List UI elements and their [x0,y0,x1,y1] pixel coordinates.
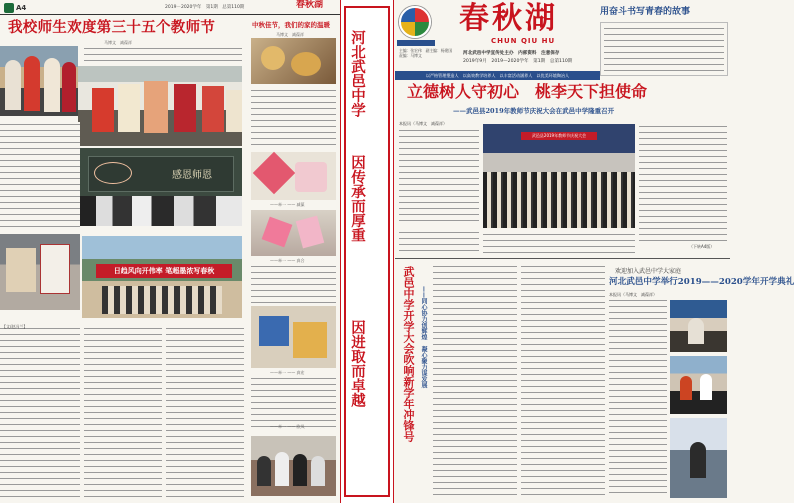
lead-title: 立德树人守初心 桃李天下担使命 [407,82,648,101]
ceremony-photo-2 [670,356,727,414]
mid-byline: 马博文 减葆祥 [276,32,304,37]
banner-text: 日趋风向开伟率 笔超墨浓写春秋 [96,264,232,278]
mooncake-photo [251,38,336,84]
page-no-text: A4 [16,4,27,12]
blackboard-text: 感恩师恩 [172,170,212,181]
logo-caption [397,40,435,46]
third-byline: 本报讯（马博文 减葆祥） [609,292,657,297]
mid-text-2 [251,264,336,304]
page-icon [4,3,14,13]
lead-subtitle: ——武邑县2019年教师节庆祝大会在武邑中学隆重召开 [453,107,615,115]
gifts-photo [251,306,336,368]
issue-line-1: 河北武邑中学宣传处主办 内部资料 注意保存 [463,51,560,56]
left-text-column-1 [0,122,80,232]
main-headline: 我校师生欢度第三十五个教师节 [8,19,216,36]
students-photo [78,66,242,146]
issue-line-2: 2019年9月 2019—2020学年 第1期 总第110期 [463,59,573,64]
ceremony-photo-1 [670,300,727,352]
center-divider [340,0,394,503]
lead-byline: 本报讯（马博文 减葆祥） [399,121,447,126]
left-text-bottom-2 [84,326,162,498]
masthead-pinyin: CHUN QIU HU [491,37,556,45]
flowers-photo [251,210,336,256]
slogan-box [600,22,728,76]
third-title: 河北武邑中学举行2019——2020学年开学典礼 [609,277,794,287]
second-title-box [399,262,429,498]
vertical-title-1: 河北武邑中学 [349,30,366,117]
vertical-title-2: 因传承而厚重 [349,155,366,242]
lead-text-1 [399,128,479,224]
mid-headline: 中秋佳节，我们的家的温暖 [252,21,330,29]
second-title: 武邑中学开学大会吹响新学年冲锋号 [402,266,415,442]
stage-banner: 武邑县2019年教师节庆祝大会 [521,132,597,140]
banner-photo [82,236,242,318]
teachers-photo [0,46,78,116]
mid-text-1 [251,88,336,148]
painting-photo [0,234,80,310]
photo-caption-1: ——牵一 —— 减葆 [270,202,305,207]
assembly-photo [483,124,635,228]
page-number [4,2,44,14]
second-text-2 [521,264,605,498]
mottos-bar: 以严格管理塑造人 以高效教学培养人 以丰富活动涵养人 以优美环境陶冶人 [395,71,600,80]
school-logo [399,6,431,38]
left-page [0,0,340,503]
right-page [395,0,794,503]
left-text-bottom-3 [166,326,244,498]
left-header-title: 春秋湖 [296,0,324,10]
side-label: （下转A4版） [689,244,715,249]
ceremony-photo-3 [670,418,727,498]
header-rule [0,14,340,15]
third-text-1 [609,298,667,494]
main-byline: 马博文 减葆祥 [104,40,132,45]
photo-caption-3: ——牵一 —— 真宏 [270,370,305,375]
vertical-title-3: 因进取而卓越 [349,320,366,407]
photo-caption-4: ——牵一 —— 欧凤 [270,424,305,429]
photo-caption-2: ——牵一 —— 真合 [270,258,305,263]
bottom-label: 【文/赵冯兰】 [2,324,28,329]
slogan: 用奋斗书写青春的故事 [600,7,691,17]
lead-text-side [639,124,727,242]
left-header-center: 2019－2020学年 第1期 总第110期 [165,5,245,10]
section-rule [395,258,730,259]
blackboard-photo [80,148,242,226]
editor-info: 主编：张宏伟 副主编：杨建国 责编：马博文 [399,48,456,58]
left-text-bottom-1 [0,326,80,498]
hearts-photo [251,152,336,200]
group-photo [251,436,336,496]
lead-text-3 [483,232,635,254]
masthead: 春秋湖 [459,1,558,36]
third-pretitle: 欢迎加入武邑中学大家庭 [615,268,682,275]
second-text-1 [433,264,517,498]
lead-text-2 [399,230,479,252]
second-subtitle: ——同心协力创辉煌 凝心聚力谋发展 [420,286,427,388]
